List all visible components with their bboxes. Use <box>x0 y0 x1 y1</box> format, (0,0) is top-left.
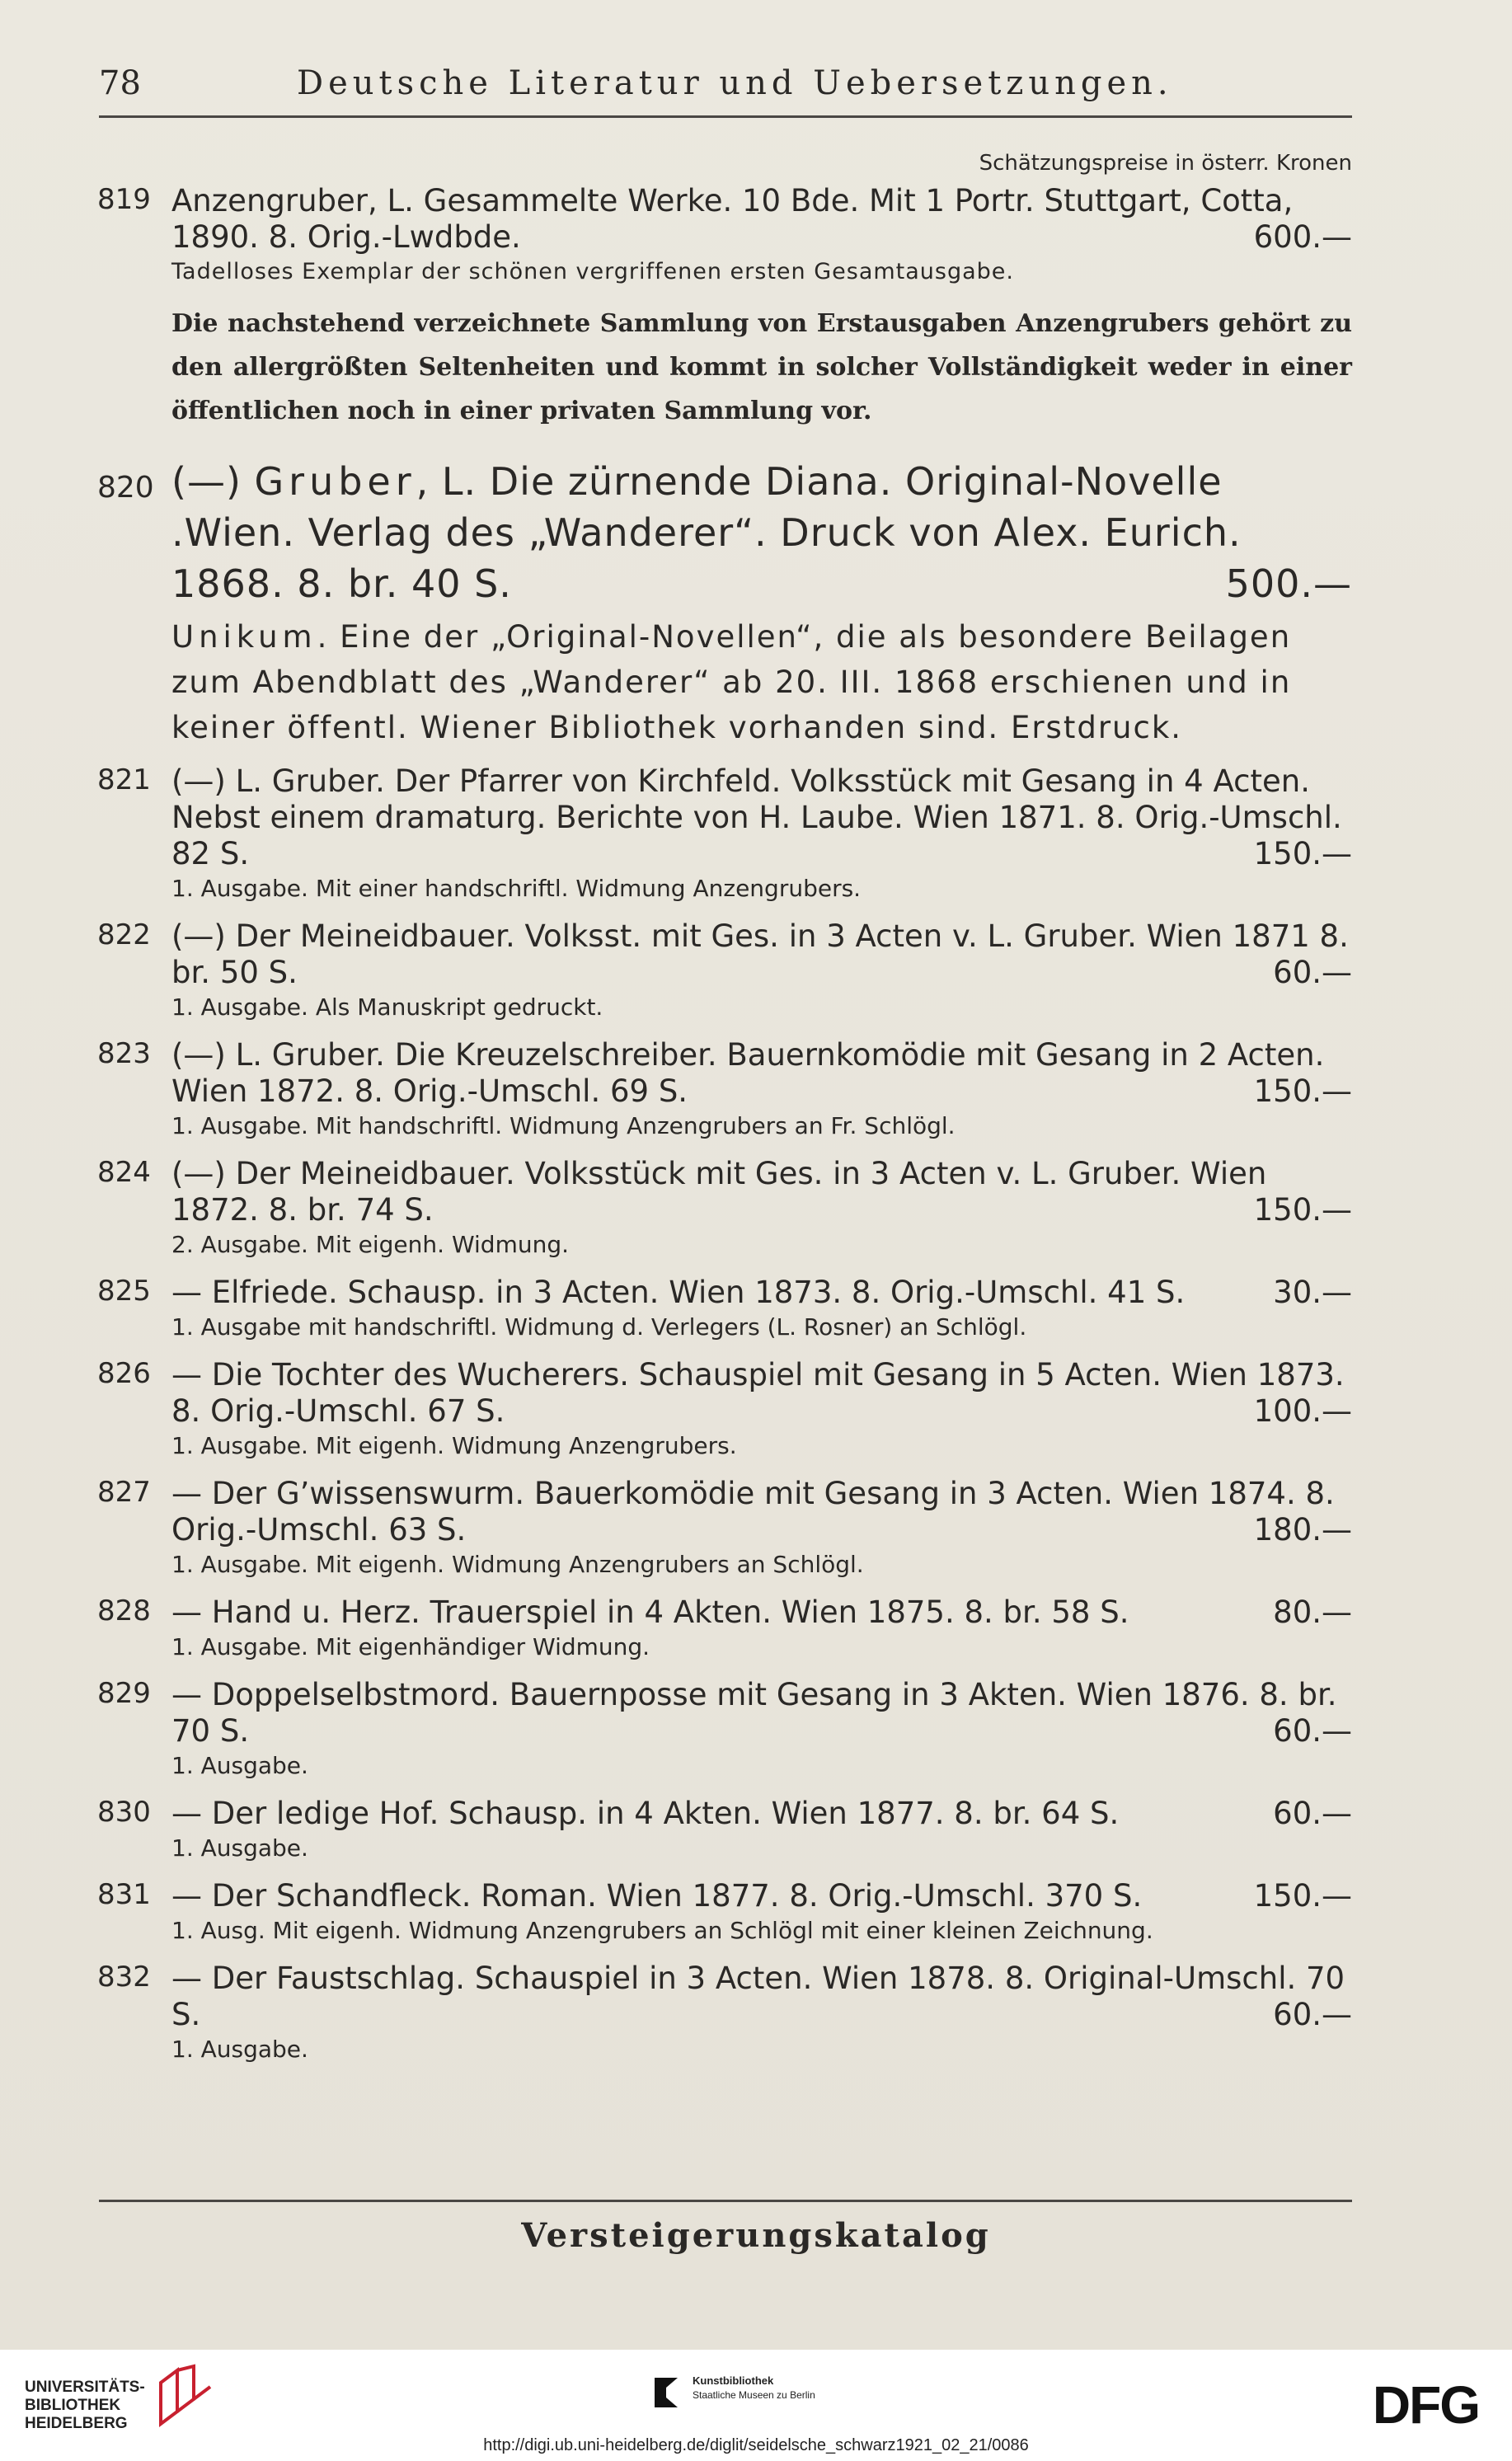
entry-number: 832 <box>97 1961 151 1994</box>
source-url[interactable]: http://digi.ub.uni-heidelberg.de/diglit/seidelsche_schwarz1921_02_21/0086 <box>483 2436 1029 2454</box>
entry-description: — Der ledige Hof. Schausp. in 4 Akten. Wien 1877. 8. br. 64 S. <box>171 1796 1120 1831</box>
entry-number: 827 <box>97 1476 151 1509</box>
entry-text <box>171 456 1352 609</box>
entry-description: — Der G’wissenswurm. Bauerkomödie mit Gesang in 3 Acten. Wien 1874. 8. Orig.-Umschl. 63 S. <box>171 1476 1335 1548</box>
entry-text <box>171 763 1352 872</box>
page-header <box>99 64 1352 114</box>
entry-829 <box>97 1677 1352 1782</box>
entry-price: 80.— <box>1273 1594 1352 1630</box>
entry-number: 822 <box>97 918 151 951</box>
footer-title: Versteigerungskatalog <box>521 2216 991 2255</box>
entry-text <box>171 1357 1352 1430</box>
entry-note: 1. Ausgabe. <box>171 1834 308 1862</box>
uni-line-3: HEIDELBERG <box>25 2415 128 2432</box>
kunstbibliothek-subtitle: Staatliche Museen zu Berlin <box>693 2389 815 2401</box>
entry-text <box>171 1961 1352 2033</box>
entry-note: 1. Ausgabe. Mit einer handschriftl. Widmung Anzengrubers. <box>171 875 862 902</box>
entry-number: 821 <box>97 763 151 796</box>
entry-description-start: (—) <box>171 459 255 504</box>
entry-824 <box>97 1156 1352 1261</box>
entry-text <box>171 1156 1352 1228</box>
entry-description: — Der Schandfleck. Roman. Wien 1877. 8. Orig.-Umschl. 370 S. <box>171 1878 1143 1914</box>
entry-number: 830 <box>97 1796 151 1829</box>
entry-description: — Elfriede. Schausp. in 3 Acten. Wien 1873. 8. Orig.-Umschl. 41 S. <box>171 1275 1186 1310</box>
entry-price: 30.— <box>1273 1275 1352 1310</box>
entry-price: 600.— <box>1253 219 1352 255</box>
entry-note: 1. Ausgabe. Mit eigenh. Widmung Anzengrubers an Schlögl. <box>171 1551 864 1578</box>
entry-821 <box>97 763 1352 905</box>
entry-825 <box>97 1275 1352 1344</box>
entry-note: 1. Ausgabe. Als Manuskript gedruckt. <box>171 993 603 1021</box>
entry-price: 150.— <box>1253 836 1352 871</box>
entry-description: (—) L. Gruber. Die Kreuzelschreiber. Bauernkomödie mit Gesang in 2 Acten. Wien 1872. 8. Orig.-Umschl. 69 S. <box>171 1037 1325 1109</box>
entry-820 <box>97 456 1352 750</box>
entry-description: — Doppelselbstmord. Bauernposse mit Gesang in 3 Akten. Wien 1876. 8. br. 70 S. <box>171 1677 1337 1749</box>
entry-description: Anzengruber, L. Gesammelte Werke. 10 Bde. Mit 1 Portr. Stuttgart, Cotta, 1890. 8. Orig.-Lwdbde. <box>171 183 1294 255</box>
catalog-entries <box>97 183 1352 2079</box>
entry-819 <box>97 183 1352 289</box>
entry-price: 60.— <box>1273 1713 1352 1749</box>
entry-830 <box>97 1796 1352 1865</box>
entry-price: 60.— <box>1273 955 1352 990</box>
entry-description: , L. Die zürnende Diana. Original-Novelle .Wien. Verlag des „Wanderer“. Druck von Alex. Eurich. 1868. 8. br. 40 S. <box>171 459 1242 606</box>
entry-note: 1. Ausgabe mit handschriftl. Widmung d. Verlegers (L. Rosner) an Schlögl. <box>171 1313 1027 1341</box>
entry-price: 150.— <box>1253 1192 1352 1228</box>
university-library-logo-text <box>25 2379 145 2433</box>
entry-note: Tadelloses Exemplar der schönen vergriffenen ersten Gesamtausgabe. <box>171 259 1014 284</box>
entry-note: 1. Ausgabe. Mit handschriftl. Widmung Anzengrubers an Fr. Schlögl. <box>171 1112 956 1139</box>
entry-831 <box>97 1878 1352 1947</box>
footer-rule <box>99 2200 1352 2202</box>
entry-text <box>171 918 1352 991</box>
entry-826 <box>97 1357 1352 1463</box>
entry-description: (—) Der Meineidbauer. Volksst. mit Ges. in 3 Acten v. L. Gruber. Wien 1871 8. br. 50 S. <box>171 918 1349 990</box>
entry-number: 824 <box>97 1156 151 1189</box>
entry-description: (—) L. Gruber. Der Pfarrer von Kirchfeld. Volksstück mit Gesang in 4 Acten. Nebst einem dramaturg. Berichte von H. Laube. Wien 1871. 8. Orig.-Umschl. 82 S. <box>171 763 1342 871</box>
price-note: Schätzungspreise in österr. Kronen <box>979 151 1352 176</box>
collection-notice: Die nachstehend verzeichnete Sammlung von Erstausgaben Anzengrubers gehört zu den allergrößten Seltenheiten und kommt in solcher Vollständigkeit weder in einer öffentlichen noch in einer privaten Sammlung vor. <box>171 309 1352 425</box>
entry-note: 1. Ausgabe. <box>171 1752 308 1779</box>
entry-description: — Hand u. Herz. Trauerspiel in 4 Akten. Wien 1875. 8. br. 58 S. <box>171 1594 1129 1630</box>
entry-text <box>171 183 1352 256</box>
entry-832 <box>97 1961 1352 2066</box>
entry-note: 1. Ausg. Mit eigenh. Widmung Anzengrubers an Schlögl mit einer kleinen Zeichnung. <box>171 1917 1153 1944</box>
page-title: Deutsche Literatur und Uebersetzungen. <box>297 64 1173 102</box>
uni-line-2: BIBLIOTHEK <box>25 2397 121 2414</box>
dfg-logo: DFG <box>1372 2375 1479 2435</box>
entry-price: 150.— <box>1253 1073 1352 1109</box>
entry-author: Gruber <box>254 459 416 504</box>
entry-text <box>171 1476 1352 1548</box>
entry-text <box>171 1878 1352 1914</box>
entry-price: 100.— <box>1253 1393 1352 1429</box>
entry-823 <box>97 1037 1352 1143</box>
entry-note: 1. Ausgabe. <box>171 2036 308 2063</box>
entry-note-lead: Unikum <box>171 619 317 655</box>
entry-note-text: . Eine der „Original-Novellen“, die als besondere Beilagen zum Abendblatt des „Wanderer“ ab 20. III. 1868 erschienen und in keiner öffentl. Wiener Bibliothek vorhanden sind. Erstdruck. <box>171 619 1292 745</box>
entry-number: 820 <box>97 471 154 505</box>
entry-price: 500.— <box>1225 561 1352 606</box>
entry-number: 823 <box>97 1037 151 1070</box>
entry-text <box>171 1677 1352 1749</box>
entry-note: 1. Ausgabe. Mit eigenhändiger Widmung. <box>171 1633 650 1660</box>
entry-note <box>171 614 1352 750</box>
entry-text <box>171 1796 1352 1832</box>
entry-price: 150.— <box>1253 1878 1352 1914</box>
entry-description: (—) Der Meineidbauer. Volksstück mit Ges. in 3 Acten v. L. Gruber. Wien 1872. 8. br. 74 S. <box>171 1156 1267 1228</box>
entry-price: 180.— <box>1253 1512 1352 1548</box>
kunstbibliothek-mark-icon <box>651 2374 681 2411</box>
entry-text <box>171 1594 1352 1631</box>
entry-number: 825 <box>97 1275 151 1308</box>
header-rule <box>99 115 1352 118</box>
entry-828 <box>97 1594 1352 1664</box>
uni-line-1: UNIVERSITÄTS- <box>25 2379 145 2396</box>
entry-note: 2. Ausgabe. Mit eigenh. Widmung. <box>171 1231 570 1258</box>
entry-number: 826 <box>97 1357 151 1390</box>
entry-note: 1. Ausgabe. Mit eigenh. Widmung Anzengrubers. <box>171 1432 737 1459</box>
university-library-logo-icon <box>157 2362 214 2428</box>
entry-description: — Der Faustschlag. Schauspiel in 3 Acten. Wien 1878. 8. Original-Umschl. 70 S. <box>171 1961 1345 2032</box>
entry-price: 60.— <box>1273 1796 1352 1831</box>
entry-text <box>171 1037 1352 1110</box>
kunstbibliothek-name: Kunstbibliothek <box>693 2374 774 2387</box>
entry-text <box>171 1275 1352 1311</box>
entry-822 <box>97 918 1352 1024</box>
entry-number: 829 <box>97 1677 151 1710</box>
page-number: 78 <box>99 64 141 102</box>
entry-number: 831 <box>97 1878 151 1911</box>
entry-price: 60.— <box>1273 1997 1352 2032</box>
entry-number: 828 <box>97 1594 151 1627</box>
entry-number: 819 <box>97 183 151 216</box>
entry-827 <box>97 1476 1352 1581</box>
entry-description: — Die Tochter des Wucherers. Schauspiel mit Gesang in 5 Acten. Wien 1873. 8. Orig.-Umschl. 67 S. <box>171 1357 1345 1429</box>
